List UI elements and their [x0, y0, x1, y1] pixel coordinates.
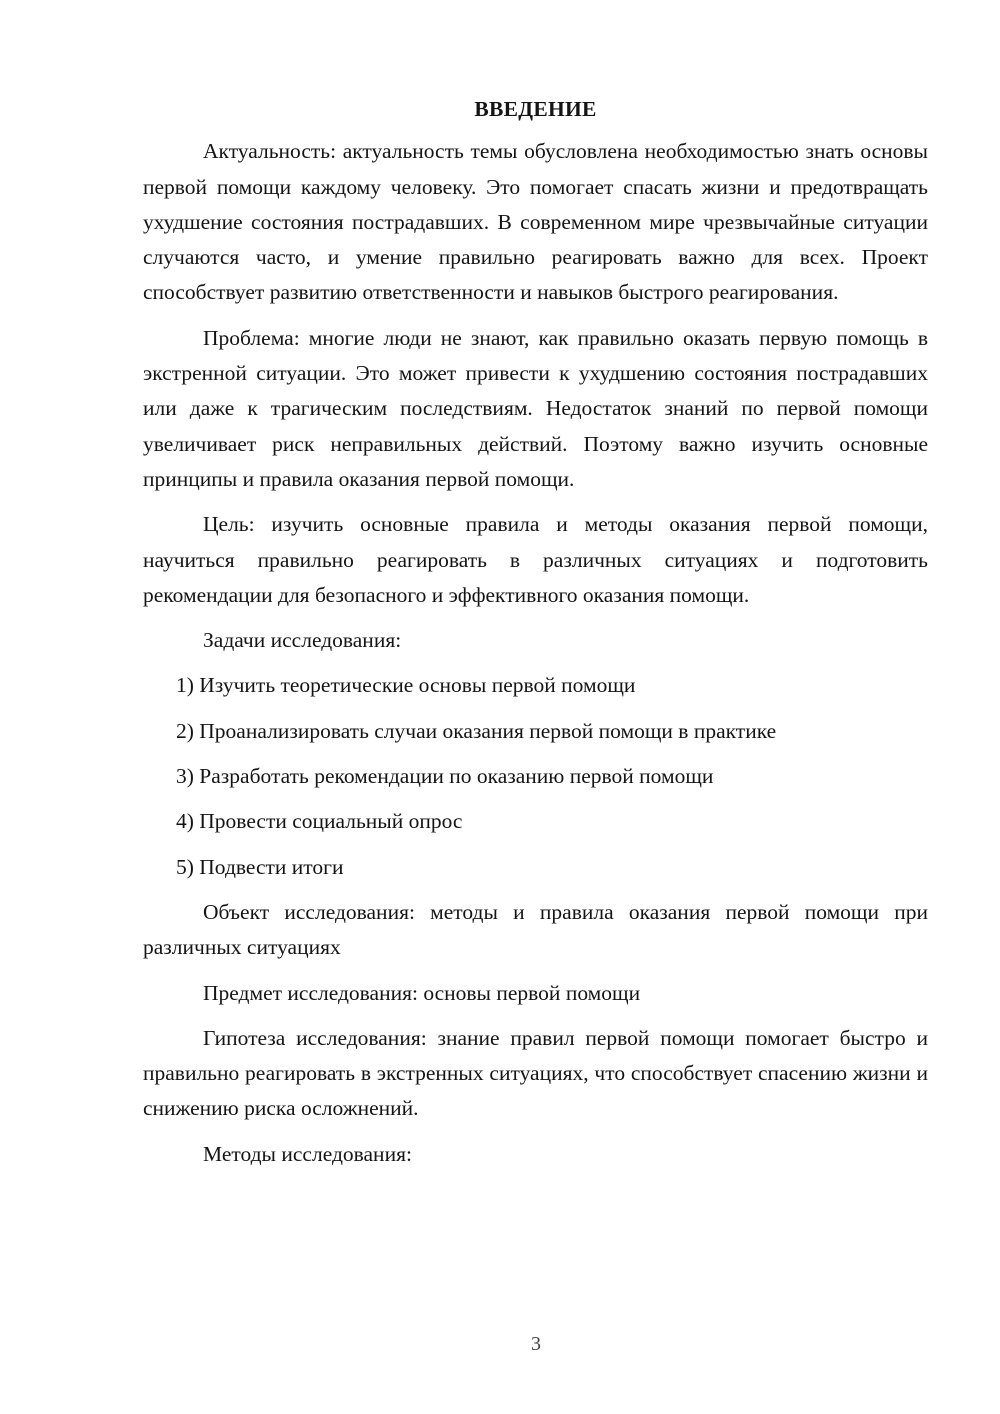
list-item: 3) Разработать рекомендации по оказанию первой помощи: [176, 764, 714, 789]
list-item: 2) Проанализировать случаи оказания первой помощи в практике: [176, 718, 777, 743]
list-item: 5) Подвести итоги: [176, 854, 344, 879]
paragraph-object: Объект исследования: методы и правила оказания первой помощи при различных ситуациях: [143, 899, 928, 960]
paragraph-subject: Предмет исследования: основы первой помощи: [203, 980, 641, 1005]
paragraph-hypothesis: Гипотеза исследования: знание правил первой помощи помогает быстро и правильно реагировать в экстренных ситуациях, что способствует спасению жизни и снижению риска осложнений.: [143, 1025, 928, 1121]
paragraph-goal: Цель: изучить основные правила и методы оказания первой помощи, научиться правильно реагировать в различных ситуациях и подготовить рекомендации для безопасного и эффективного оказания помощи.: [143, 512, 928, 607]
paragraph-methods-title: Методы исследования:: [203, 1141, 412, 1166]
paragraph-problem: Проблема: многие люди не знают, как правильно оказать первую помощь в экстренной ситуации. Это может привести к ухудшению состояния пострадавших или даже к трагическим последствиям. Недостаток знаний по первой помощи увеличивает риск неправильных действий. Поэтому важно изучить основные принципы и правила оказания первой помощи.: [143, 325, 928, 491]
document-page: [143, 92, 928, 1182]
paragraph-relevance: Актуальность: актуальность темы обусловлена необходимостью знать основы первой помощи каждому человеку. Это помогает спасать жизни и предотвращать ухудшение состояния пострадавших. В современном мире чрезвычайные ситуации случаются часто, и умение правильно реагировать важно для всех. Проект способствует развитию ответственности и навыков быстрого реагирования.: [143, 139, 928, 305]
page-number: 3: [531, 1333, 541, 1355]
section-heading: ВВЕДЕНИЕ: [474, 97, 597, 121]
list-item: 1) Изучить теоретические основы первой помощи: [176, 673, 636, 698]
list-item: 4) Провести социальный опрос: [176, 809, 463, 834]
paragraph-tasks-title: Задачи исследования:: [203, 628, 402, 653]
tasks-list: [143, 668, 928, 884]
